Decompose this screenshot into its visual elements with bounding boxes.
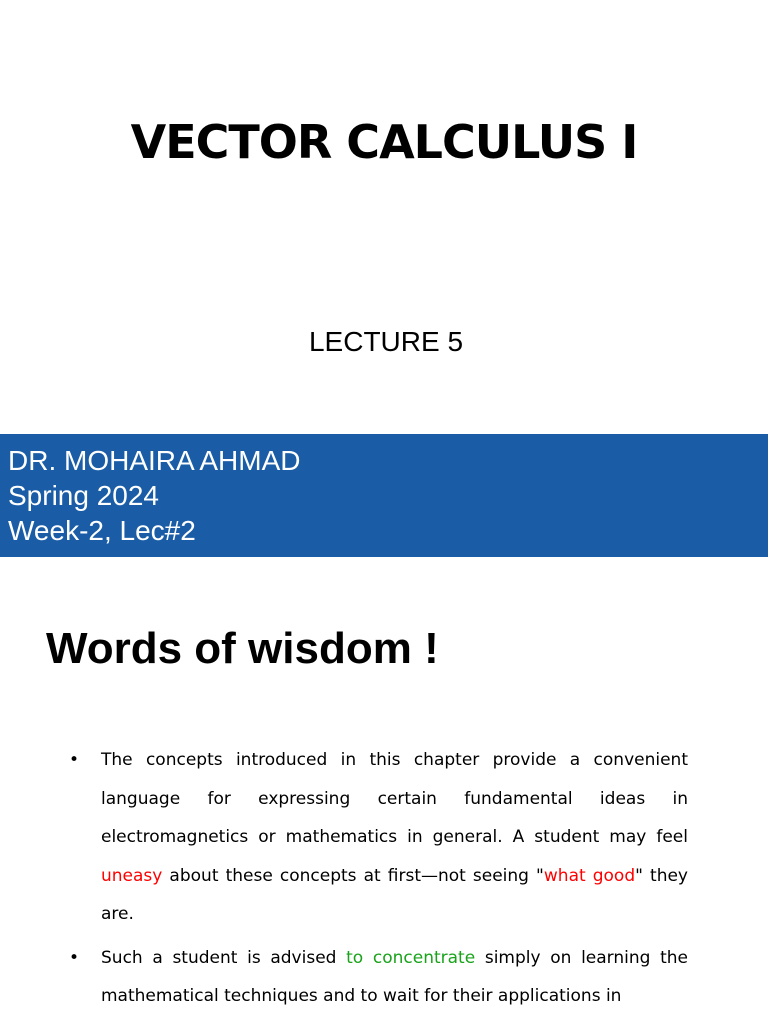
session-label: Week-2, Lec#2 bbox=[8, 515, 196, 546]
course-title: VECTOR CALCULUS I bbox=[130, 115, 638, 169]
term-label: Spring 2024 bbox=[8, 480, 160, 511]
bullet-text: about these concepts at first—not seeing " bbox=[162, 865, 544, 886]
bullet-text: " they are. bbox=[101, 865, 688, 924]
highlight-what-good: what good bbox=[543, 865, 636, 886]
bullet-item-concepts bbox=[66, 741, 688, 934]
bullet-text: Such a student is advised bbox=[101, 947, 347, 968]
instructor-name: DR. MOHAIRA AHMAD bbox=[8, 445, 301, 476]
instructor-info-band bbox=[0, 434, 768, 557]
wisdom-heading: Words of wisdom ! bbox=[46, 624, 439, 673]
wisdom-slide bbox=[0, 558, 768, 1024]
highlight-uneasy: uneasy bbox=[101, 865, 163, 886]
wisdom-bullet-list bbox=[66, 741, 688, 1021]
bullet-item-advice bbox=[66, 939, 688, 1016]
lecture-number: LECTURE 5 bbox=[308, 326, 464, 357]
highlight-to-concentrate: to concentrate bbox=[346, 947, 476, 968]
bullet-text: simply on learning the mathematical techniques and to wait for their applications in bbox=[101, 947, 688, 1006]
bullet-text: The concepts introduced in this chapter provide a convenient language for expressing certain fundamental ideas in electromagnetics or mathematics in general. A student may feel bbox=[101, 750, 688, 847]
